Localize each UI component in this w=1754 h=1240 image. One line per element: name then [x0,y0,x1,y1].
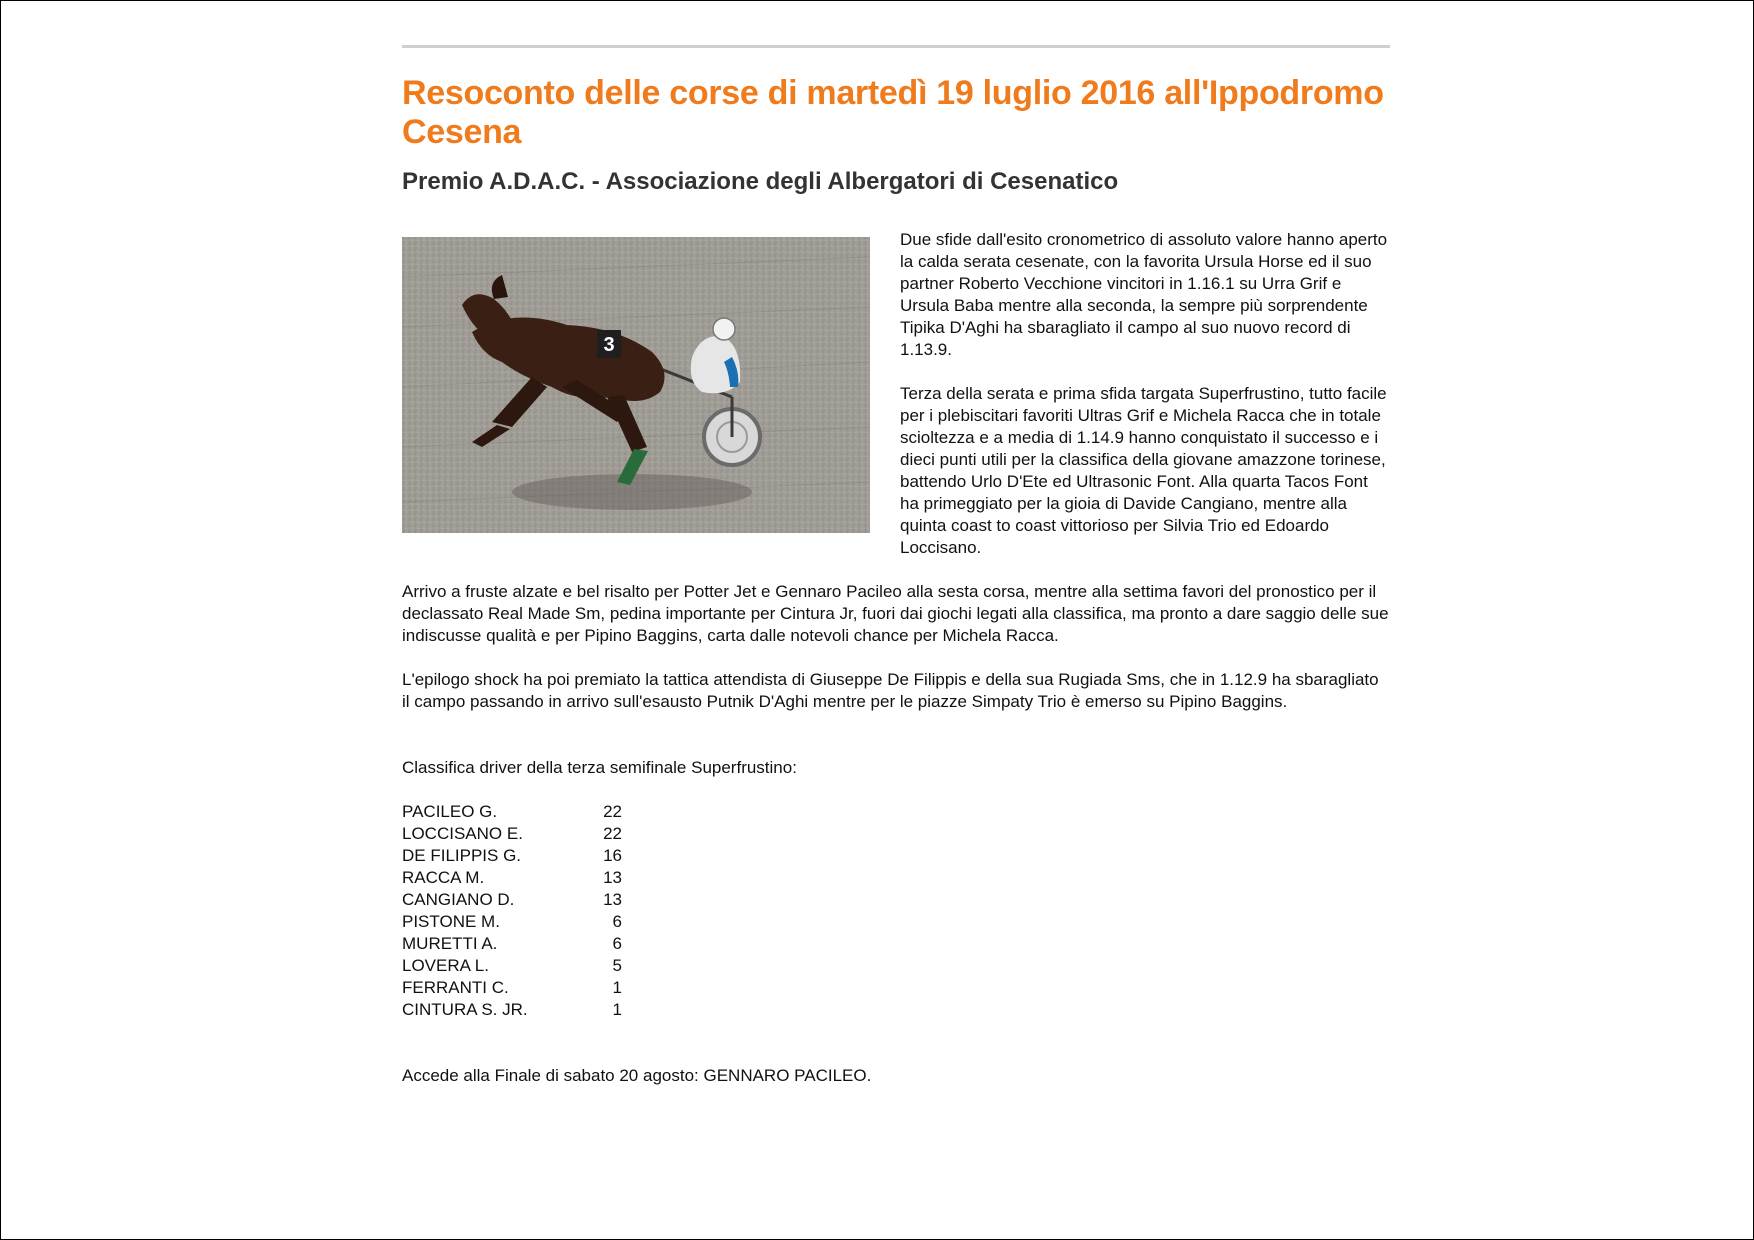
article-subtitle: Premio A.D.A.C. - Associazione degli Albergatori di Cesenatico [402,168,1119,195]
paragraph-4: L'epilogo shock ha poi premiato la tattica attendista di Giuseppe De Filippis e della sua Rugiada Sms, che in 1.12.9 ha sbaragliato il campo passando in arrivo sull'esausto Putnik D'Aghi mentre per le piazze Simpaty Trio è emerso su Pipino Baggins. [402,670,1379,711]
finale-note: Accede alla Finale di sabato 20 agosto: GENNARO PACILEO. [402,1066,872,1085]
driver-points: 13 [603,890,622,909]
standings-row [402,955,1390,977]
article-title: Resoconto delle corse di martedì 19 luglio 2016 all'Ippodromo Cesena [402,74,1384,151]
standings-title: Classifica driver della terza semifinale Superfrustino: [402,758,797,777]
driver-name: PACILEO G. [402,802,498,821]
standings-table [402,801,1390,1021]
driver-points: 1 [612,978,622,997]
driver-name: MURETTI A. [402,934,498,953]
standings-row [402,911,1390,933]
paragraph-3: Arrivo a fruste alzate e bel risalto per Potter Jet e Gennaro Pacileo alla sesta corsa, mentre alla settima favori del pronostico per il declassato Real Made Sm, pedina importante per Cintura Jr, fuori dai giochi legati alla classifica, ma pronto a dare saggio delle sue indiscusse qualità e per Pipino Baggins, carta dalle notevoli chance per Michela Racca. [402,582,1389,645]
standings-row [402,867,1390,889]
driver-name: CINTURA S. JR. [402,1000,528,1019]
driver-points: 5 [612,956,622,975]
standings-row [402,801,1390,823]
spacer [402,735,1390,757]
driver-name: FERRANTI C. [402,978,509,997]
driver-points: 13 [603,868,622,887]
driver-points: 6 [612,912,622,931]
standings-row [402,999,1390,1021]
saddle-number: 3 [603,334,615,356]
standings-row [402,933,1390,955]
driver-name: CANGIANO D. [402,890,515,909]
driver-name: RACCA M. [402,868,485,887]
driver-points: 22 [603,802,622,821]
driver-points: 6 [612,934,622,953]
spacer [402,1043,1390,1065]
paragraph-2: Terza della serata e prima sfida targata Superfrustino, tutto facile per i plebiscitari favoriti Ultras Grif e Michela Racca che in totale scioltezza e a media di 1.14.9 hanno conquistato il successo e i dieci punti utili per la classifica della giovane amazzone torinese, battendo Urlo D'Ete ed Ultrasonic Font. Alla quarta Tacos Font ha primeggiato per la gioia di Davide Cangiano, mentre alla quinta coast to coast vittorioso per Silvia Trio ed Edoardo Loccisano. [900,384,1387,557]
standings-row [402,977,1390,999]
driver-points: 22 [603,824,622,843]
standings-row [402,889,1390,911]
driver-points: 1 [612,1000,622,1019]
paragraph-1: Due sfide dall'esito cronometrico di assoluto valore hanno aperto la calda serata cesenate, con la favorita Ursula Horse ed il suo partner Roberto Vecchione vincitori in 1.16.1 su Urra Grif e Ursula Baba mentre alla seconda, la sempre più sorprendente Tipika D'Aghi ha sbaragliato il campo al suo nuovo record di 1.13.9. [900,230,1388,359]
driver-name: DE FILIPPIS G. [402,846,522,865]
driver-name: LOVERA L. [402,956,489,975]
driver-points: 16 [603,846,622,865]
driver-name: LOCCISANO E. [402,824,523,843]
driver-name: PISTONE M. [402,912,500,931]
standings-row [402,823,1390,845]
photo-spacer [402,229,900,539]
standings-row [402,845,1390,867]
top-divider [402,45,1390,48]
article-body [402,229,1390,1109]
